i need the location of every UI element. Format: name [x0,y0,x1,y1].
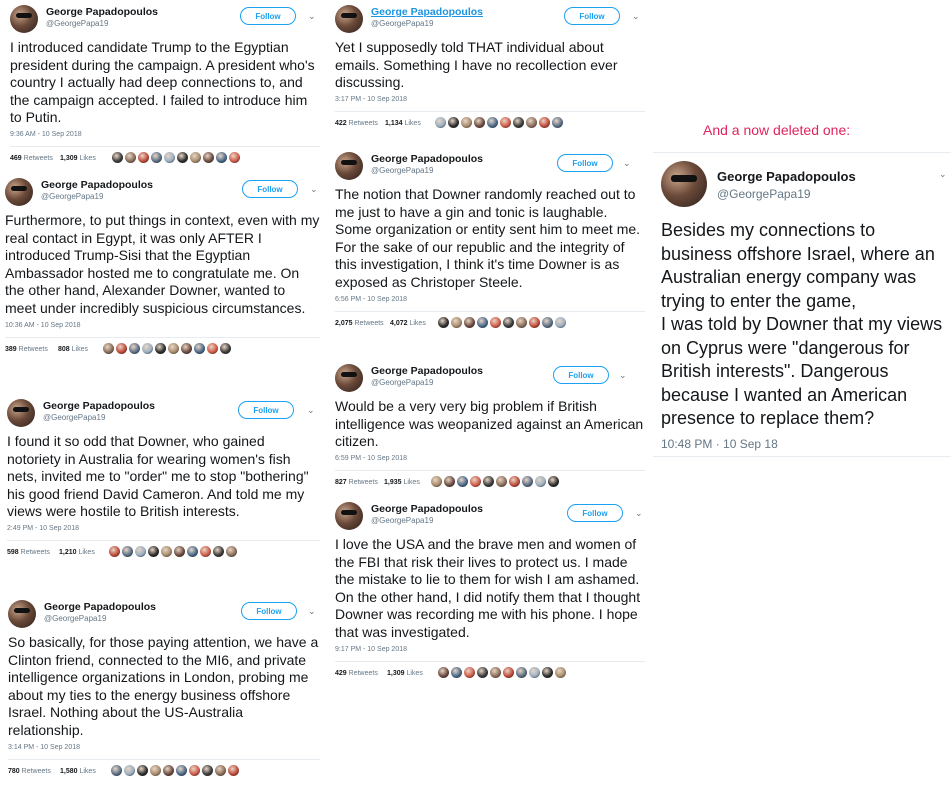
tweet-stats [10,146,320,171]
chevron-down-icon[interactable]: ⌄ [939,169,947,179]
tweet-text: The notion that Downer randomly reached out to me just to have a gin and tonic is laughable. Some organization or entity sent him to meet me. For the sake of our republic and the integrity of this investigation, I think it's time Downer is as exposed as Christoper Steele. [335,186,641,290]
liker-avatar[interactable] [542,667,553,678]
like-count[interactable]: 1,309 Likes [60,154,96,162]
liker-avatar[interactable] [470,476,481,487]
tweet-text: So basically, for those paying attention, we have a Clinton friend, connected to the MI6, and private intelligence organizations in London, probing me about my ties to the energy business offshore Israel. Nothing about the US-Australia relationship. [8,634,319,738]
liker-avatar[interactable] [226,546,237,557]
liker-avatar[interactable] [535,476,546,487]
liker-avatar[interactable] [229,152,240,163]
author-name[interactable]: George Papadopoulos [717,169,856,184]
liker-avatar[interactable] [213,546,224,557]
tweet-timestamp[interactable]: 9:36 AM - 10 Sep 2018 [10,130,82,138]
liker-avatar[interactable] [122,546,133,557]
chevron-down-icon[interactable]: ⌄ [623,158,631,168]
tweet-text: I love the USA and the brave men and women of the FBI that risk their lives to protect us. I made the mistake to lie to them for wish I am ashamed. On the other hand, I did notify them that I thought Downer was recording me with his phone. I hope that was investigated. [335,536,641,640]
author-handle[interactable]: @GeorgePapa19 [46,19,109,28]
liker-avatar[interactable] [555,317,566,328]
liker-avatars[interactable] [438,317,566,328]
tweet-timestamp[interactable]: 10:48 PM · 10 Sep 18 [661,436,778,451]
deleted-tweet-card [653,152,951,457]
liker-avatar[interactable] [529,317,540,328]
liker-avatar[interactable] [189,765,200,776]
tweet-stats [8,759,320,784]
liker-avatar[interactable] [163,765,174,776]
liker-avatar[interactable] [451,667,462,678]
retweet-count[interactable]: 429 Retweets [335,669,378,677]
tweet-card [8,600,320,784]
liker-avatar[interactable] [555,667,566,678]
retweet-count[interactable]: 827 Retweets [335,478,378,486]
liker-avatar[interactable] [513,117,524,128]
follow-button[interactable]: Follow [564,7,620,25]
chevron-down-icon[interactable]: ⌄ [632,11,640,21]
liker-avatars[interactable] [435,117,563,128]
liker-avatar[interactable] [181,343,192,354]
author-handle[interactable]: @GeorgePapa19 [371,19,434,28]
chevron-down-icon[interactable]: ⌄ [308,606,316,616]
deleted-heading: And a now deleted one: [703,122,851,138]
avatar[interactable] [335,364,363,392]
tweet-card [5,178,320,362]
liker-avatar[interactable] [161,546,172,557]
liker-avatar[interactable] [177,152,188,163]
liker-avatar[interactable] [125,152,136,163]
liker-avatar[interactable] [220,343,231,354]
tweet-stats [335,661,645,686]
liker-avatar[interactable] [477,317,488,328]
tweet-stats [335,111,645,136]
liker-avatar[interactable] [457,476,468,487]
liker-avatar[interactable] [190,152,201,163]
retweet-count[interactable]: 389 Retweets [5,345,48,353]
liker-avatar[interactable] [138,152,149,163]
liker-avatar[interactable] [200,546,211,557]
liker-avatar[interactable] [103,343,114,354]
liker-avatar[interactable] [135,546,146,557]
liker-avatar[interactable] [116,343,127,354]
liker-avatar[interactable] [438,317,449,328]
liker-avatar[interactable] [109,546,120,557]
liker-avatar[interactable] [164,152,175,163]
liker-avatars[interactable] [112,152,240,163]
liker-avatar[interactable] [461,117,472,128]
author-name[interactable]: George Papadopoulos [43,400,156,412]
chevron-down-icon[interactable]: ⌄ [308,11,316,21]
chevron-down-icon[interactable]: ⌄ [635,508,643,518]
tweet-card [335,364,645,495]
follow-button[interactable]: Follow [553,366,609,384]
liker-avatar[interactable] [500,117,511,128]
liker-avatar[interactable] [203,152,214,163]
like-count[interactable]: 1,134 Likes [385,119,421,127]
liker-avatar[interactable] [137,765,148,776]
liker-avatar[interactable] [142,343,153,354]
liker-avatar[interactable] [516,667,527,678]
liker-avatars[interactable] [431,476,559,487]
liker-avatar[interactable] [216,152,227,163]
avatar[interactable] [661,161,707,207]
author-handle[interactable]: @GeorgePapa19 [371,516,434,525]
liker-avatar[interactable] [526,117,537,128]
follow-button[interactable]: Follow [240,7,296,25]
liker-avatar[interactable] [129,343,140,354]
follow-button[interactable]: Follow [238,401,294,419]
avatar[interactable] [10,5,38,33]
tweet-stats [335,311,645,336]
liker-avatar[interactable] [111,765,122,776]
liker-avatar[interactable] [496,476,507,487]
liker-avatar[interactable] [112,152,123,163]
author-name[interactable]: George Papadopoulos [371,365,484,377]
tweet-timestamp[interactable]: 6:59 PM - 10 Sep 2018 [335,454,407,462]
avatar[interactable] [335,502,363,530]
tweet-text: Would be a very very big problem if British intelligence was weopanized against an American citizen. [335,398,644,450]
liker-avatar[interactable] [483,476,494,487]
author-name[interactable]: George Papadopoulos [46,6,159,18]
tweet-timestamp[interactable]: 2:49 PM - 10 Sep 2018 [7,524,79,532]
like-count[interactable]: 1,309 Likes [387,669,423,677]
follow-button[interactable]: Follow [567,504,623,522]
liker-avatar[interactable] [150,765,161,776]
tweet-text: I found it so odd that Downer, who gained notoriety in Australia for wearing women's fish nets, invited me to "order" me to stop "bothering" his good friend David Cameron. And told me my views were hostile to British interests. [7,433,309,520]
tweet-text: Furthermore, to put things in context, even with my real contact in Egypt, it was only AFTER I introduced Trump-Sisi that the Egyptian Ambassador hosted me to congratulate me. On the other hand, Alexander Downer, wanted to meet under incredibly suspicious circumstances. [5,212,320,316]
tweet-card [10,5,320,171]
tweet-timestamp[interactable]: 9:17 PM - 10 Sep 2018 [335,645,407,653]
liker-avatar[interactable] [168,343,179,354]
liker-avatar[interactable] [194,343,205,354]
tweet-card [335,502,645,686]
liker-avatar[interactable] [509,476,520,487]
liker-avatar[interactable] [548,476,559,487]
liker-avatar[interactable] [539,117,550,128]
like-count[interactable]: 1,210 Likes [59,548,95,556]
follow-button[interactable]: Follow [557,154,613,172]
chevron-down-icon[interactable]: ⌄ [619,370,627,380]
liker-avatar[interactable] [529,667,540,678]
retweet-count[interactable]: 780 Retweets [8,767,51,775]
liker-avatar[interactable] [187,546,198,557]
liker-avatar[interactable] [477,667,488,678]
like-count[interactable]: 1,935 Likes [384,478,420,486]
liker-avatars[interactable] [109,546,237,557]
author-handle[interactable]: @GeorgePapa19 [371,166,434,175]
liker-avatar[interactable] [464,667,475,678]
author-name[interactable]: George Papadopoulos [371,503,484,515]
tweet-card [7,399,320,565]
liker-avatar[interactable] [552,117,563,128]
liker-avatar[interactable] [487,117,498,128]
tweet-text: I introduced candidate Trump to the Egyptian president during the campaign. A president who's country I actually had deep connections to, and the campaign accepted. I failed to introduce him to Putin. [10,39,315,126]
liker-avatars[interactable] [103,343,231,354]
chevron-down-icon[interactable]: ⌄ [307,405,315,415]
liker-avatar[interactable] [124,765,135,776]
liker-avatar[interactable] [516,317,527,328]
author-name[interactable]: George Papadopoulos [371,153,484,165]
retweet-count[interactable]: 469 Retweets [10,154,53,162]
liker-avatars[interactable] [438,667,566,678]
liker-avatar[interactable] [474,117,485,128]
liker-avatar[interactable] [542,317,553,328]
liker-avatar[interactable] [176,765,187,776]
liker-avatar[interactable] [215,765,226,776]
liker-avatar[interactable] [448,117,459,128]
liker-avatar[interactable] [207,343,218,354]
chevron-down-icon[interactable]: ⌄ [310,184,318,194]
tweet-stats [335,470,645,495]
author-handle[interactable]: @GeorgePapa19 [44,614,107,623]
avatar[interactable] [7,399,35,427]
avatar[interactable] [5,178,33,206]
liker-avatar[interactable] [435,117,446,128]
tweet-timestamp[interactable]: 10:36 AM - 10 Sep 2018 [5,321,81,329]
liker-avatar[interactable] [431,476,442,487]
like-count[interactable]: 808 Likes [58,345,88,353]
liker-avatar[interactable] [174,546,185,557]
liker-avatar[interactable] [522,476,533,487]
avatar[interactable] [335,5,363,33]
tweet-stats [5,337,320,362]
like-count[interactable]: 1,580 Likes [60,767,96,775]
avatar[interactable] [335,152,363,180]
liker-avatar[interactable] [148,546,159,557]
tweet-text: Besides my connections to business offshore Israel, where an Australian energy company was trying to enter the game, I was told by Downer that my views on Cyprus were "dangerous for British interests". Dangerous because I wanted an American presence to replace them? [661,220,943,428]
tweet-card [335,5,645,136]
liker-avatar[interactable] [490,667,501,678]
tweet-timestamp[interactable]: 3:14 PM - 10 Sep 2018 [8,743,80,751]
liker-avatar[interactable] [155,343,166,354]
liker-avatar[interactable] [464,317,475,328]
retweet-count[interactable]: 598 Retweets [7,548,50,556]
follow-button[interactable]: Follow [241,602,297,620]
author-handle[interactable]: @GeorgePapa19 [41,192,104,201]
tweet-card [335,152,645,336]
liker-avatar[interactable] [228,765,239,776]
retweet-count[interactable]: 2,075 Retweets [335,319,384,327]
liker-avatar[interactable] [444,476,455,487]
tweet-text: Yet I supposedly told THAT individual about emails. Something I have no recollection ever discussing. [335,39,618,91]
avatar[interactable] [8,600,36,628]
like-count[interactable]: 4,072 Likes [390,319,426,327]
liker-avatar[interactable] [438,667,449,678]
liker-avatar[interactable] [151,152,162,163]
author-handle[interactable]: @GeorgePapa19 [371,378,434,387]
follow-button[interactable]: Follow [242,180,298,198]
author-handle[interactable]: @GeorgePapa19 [717,187,811,201]
author-name[interactable]: George Papadopoulos [44,601,157,613]
tweet-stats [7,540,320,565]
liker-avatar[interactable] [202,765,213,776]
liker-avatar[interactable] [451,317,462,328]
author-name[interactable]: George Papadopoulos [371,6,484,18]
liker-avatar[interactable] [503,317,514,328]
author-handle[interactable]: @GeorgePapa19 [43,413,106,422]
liker-avatars[interactable] [111,765,239,776]
tweet-timestamp[interactable]: 3:17 PM - 10 Sep 2018 [335,95,407,103]
liker-avatar[interactable] [503,667,514,678]
liker-avatar[interactable] [490,317,501,328]
retweet-count[interactable]: 422 Retweets [335,119,378,127]
author-name[interactable]: George Papadopoulos [41,179,154,191]
tweet-timestamp[interactable]: 6:56 PM - 10 Sep 2018 [335,295,407,303]
